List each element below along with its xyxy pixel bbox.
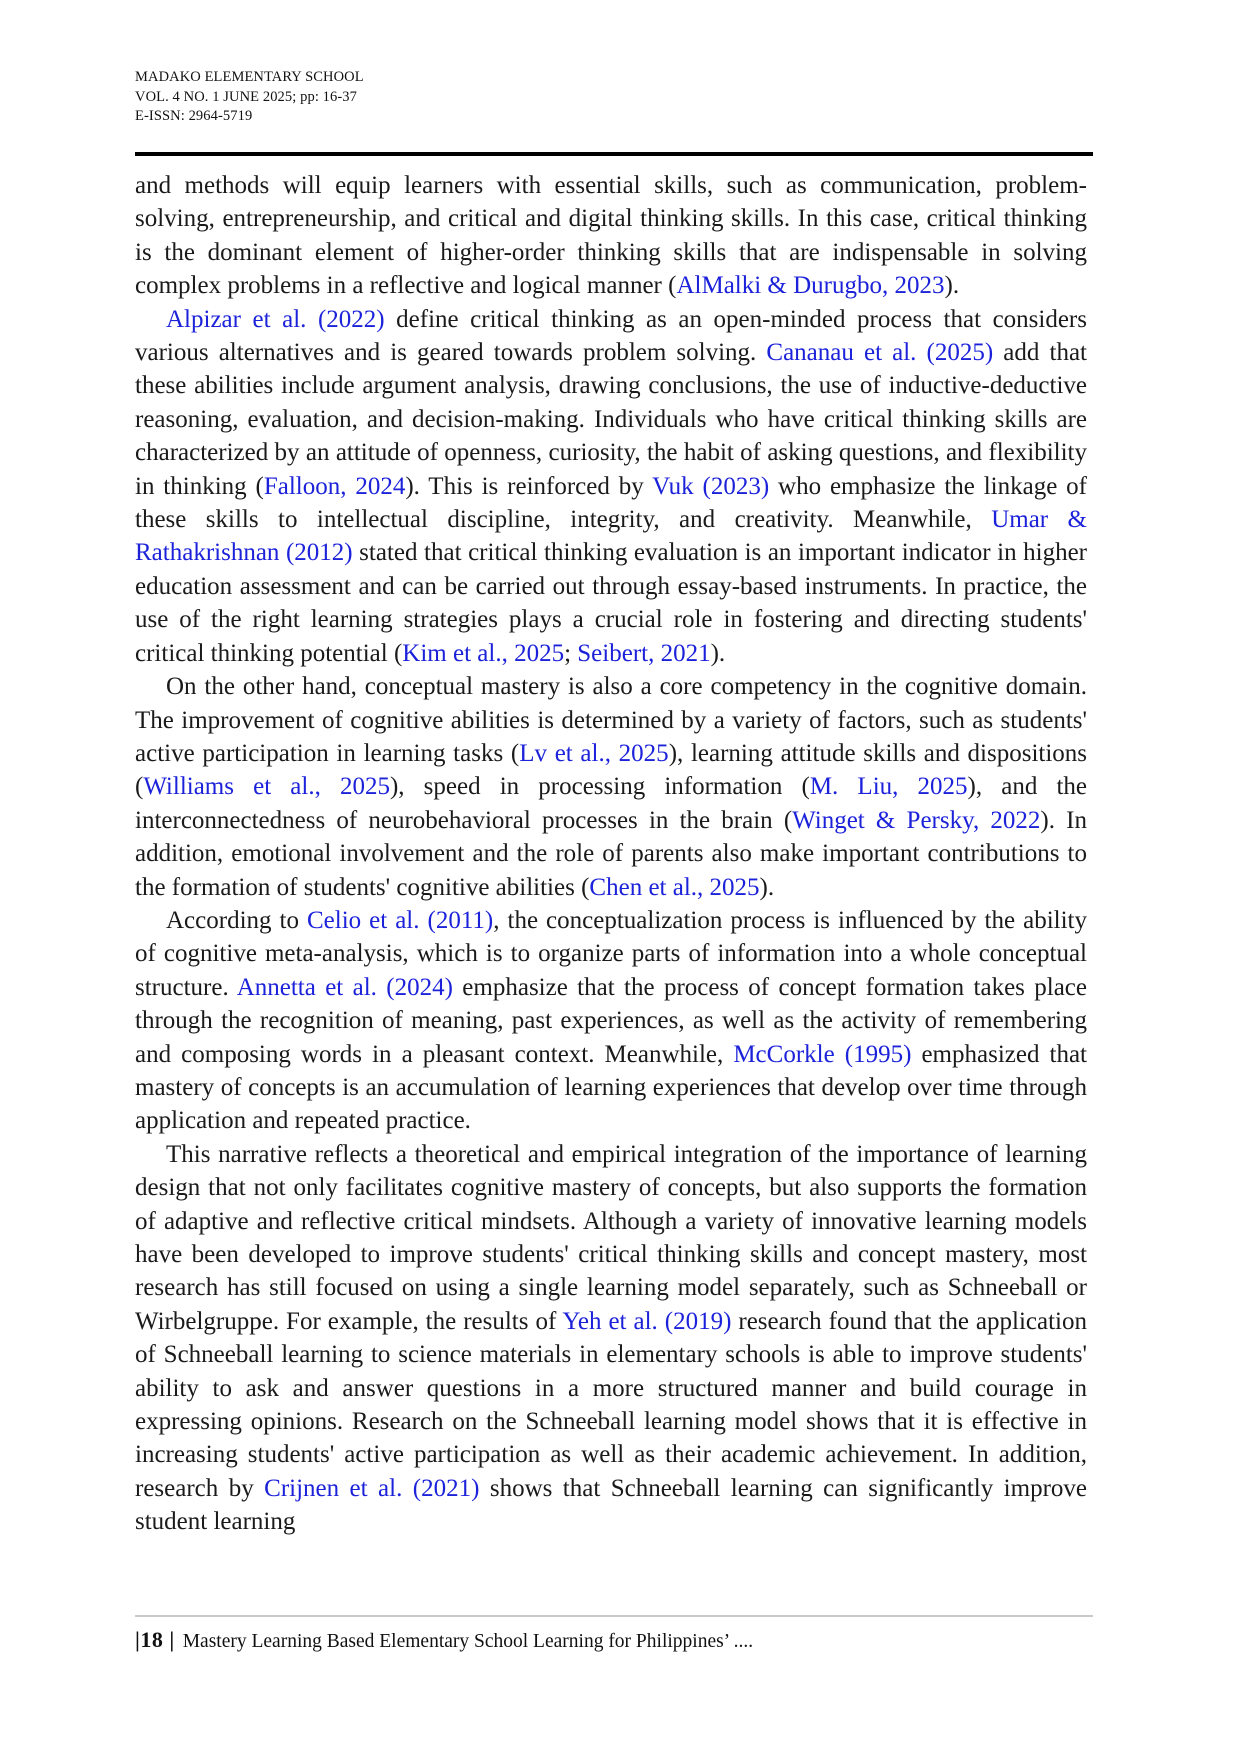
header-rule [135, 152, 1093, 156]
journal-volume-line: VOL. 4 NO. 1 JUNE 2025; pp: 16-37 [135, 88, 357, 105]
text-segment: stated that critical thinking evaluation is an important indicator in higher education assessment and can be carried out through essay-based instruments. In practice, the use of the right learning strategies plays a crucial role in fostering and directing students' critical thinking potential ( [135, 539, 1088, 667]
citation-link[interactable]: Cananau et al. (2025) [766, 339, 994, 367]
citation-link[interactable]: Kim et al., 2025 [402, 639, 565, 667]
citation-link[interactable]: Annetta et al. (2024) [236, 973, 453, 1001]
citation-link[interactable]: Yeh et al. (2019) [562, 1307, 732, 1335]
text-segment: , the conceptualization process is influenced by the ability of cognitive meta-analysis, which is to organize parts of information into a whole conceptual structure. [135, 906, 1087, 1001]
paragraph [135, 169, 1087, 303]
citation-link[interactable]: Chen et al., 2025 [589, 873, 760, 901]
citation-link[interactable]: Winget & Persky, 2022 [792, 806, 1041, 834]
journal-name: MADAKO ELEMENTARY SCHOOL [135, 69, 364, 85]
text-segment: emphasized that mastery of concepts is an accumulation of learning experiences that develop over time through application and repeated practice. [135, 1040, 1087, 1135]
text-segment: ). This is reinforced by [405, 472, 653, 500]
text-segment: emphasize that the process of concept formation takes place through the recognition of meaning, past experiences, as well as the activity of remembering and composing words in a pleasant context. Meanwhile, [135, 973, 1087, 1068]
citation-link[interactable]: Umar & Rathakrishnan (2012) [135, 506, 1087, 567]
citation-link[interactable]: Falloon, 2024 [263, 472, 406, 500]
paragraph [135, 1138, 1087, 1539]
citation-link[interactable]: Lv et al., 2025 [519, 739, 669, 767]
footer-rule [135, 1615, 1093, 1617]
text-segment: ). [710, 639, 726, 667]
text-segment: On the other hand, conceptual mastery is also a core competency in the cognitive domain. The improvement of cognitive abilities is determined by a variety of factors, such as students' active participation in learning tasks ( [135, 673, 1087, 767]
text-segment: ). In addition, emotional involvement and the role of parents also make important contributions to the formation of students' cognitive abilities ( [135, 806, 1087, 901]
text-segment: add that these abilities include argument analysis, drawing conclusions, the use of inductive-deductive reasoning, evaluation, and decision-making. Individuals who have critical thinking skills are characterized by an attitude of openness, curiosity, the habit of asking questions, and flexibility in thinking ( [135, 339, 1087, 500]
citation-link[interactable]: Vuk (2023) [652, 472, 770, 500]
article-body [135, 169, 1087, 1539]
text-segment: ; [564, 639, 578, 667]
text-segment: ). [944, 272, 960, 300]
text-segment: and methods will equip learners with essential skills, such as communication, problem-solving, entrepreneurship, and critical and digital thinking skills. In this case, critical thinking is the dominant element of higher-order thinking skills that are indispensable in solving complex problems in a reflective and logical manner ( [135, 172, 1087, 300]
citation-link[interactable]: M. Liu, 2025 [809, 773, 968, 801]
page-number: |18 | [135, 1627, 175, 1652]
citation-link[interactable]: Alpizar et al. (2022) [166, 305, 385, 333]
text-segment: ), speed in processing information ( [389, 773, 810, 801]
text-segment: ), learning attitude skills and dispositions ( [135, 739, 1088, 801]
text-segment: This narrative reflects a theoretical and empirical integration of the importance of learning design that not only facilitates cognitive mastery of concepts, but also supports the formation of adaptive and reflective critical mindsets. Although a variety of innovative learning models have been developed to improve students' critical thinking skills and concept mastery, most research has still focused on using a single learning model separately, such as Schneeball or Wirbelgruppe. For example, the results of [135, 1140, 1087, 1335]
citation-link[interactable]: AlMalki & Durugbo, 2023 [676, 272, 945, 300]
text-segment: shows that Schneeball learning can significantly improve student learning [135, 1474, 1087, 1536]
text-segment: ). [759, 873, 775, 901]
citation-link[interactable]: McCorkle (1995) [733, 1040, 912, 1068]
citation-link[interactable]: Williams et al., 2025 [143, 773, 390, 801]
journal-issn-line: E-ISSN: 2964-5719 [135, 108, 253, 124]
paragraph [135, 303, 1087, 670]
text-segment: who emphasize the linkage of these skills to intellectual discipline, integrity, and creativity. Meanwhile, [135, 472, 1087, 534]
paragraph [135, 670, 1087, 904]
paragraph [135, 904, 1087, 1138]
citation-link[interactable]: Celio et al. (2011) [306, 906, 494, 934]
text-segment: define critical thinking as an open-minded process that considers various alternatives and is geared towards problem solving. [135, 305, 1087, 367]
running-title: Mastery Learning Based Elementary School Learning for Philippines’ .... [182, 1631, 754, 1652]
citation-link[interactable]: Crijnen et al. (2021) [264, 1474, 480, 1502]
text-segment: ), and the interconnectedness of neurobehavioral processes in the brain ( [135, 773, 1088, 834]
page-footer [135, 1627, 1093, 1653]
page-header [135, 68, 1093, 127]
citation-link[interactable]: Seibert, 2021 [577, 639, 711, 667]
text-segment: research found that the application of Schneeball learning to science materials in elementary schools is able to improve students' ability to ask and answer questions in a more structured manner and build courage in expressing opinions. Research on the Schneeball learning model shows that it is effective in increasing students' active participation as well as their academic achievement. In addition, research by [135, 1307, 1087, 1502]
text-segment: According to [166, 906, 307, 934]
